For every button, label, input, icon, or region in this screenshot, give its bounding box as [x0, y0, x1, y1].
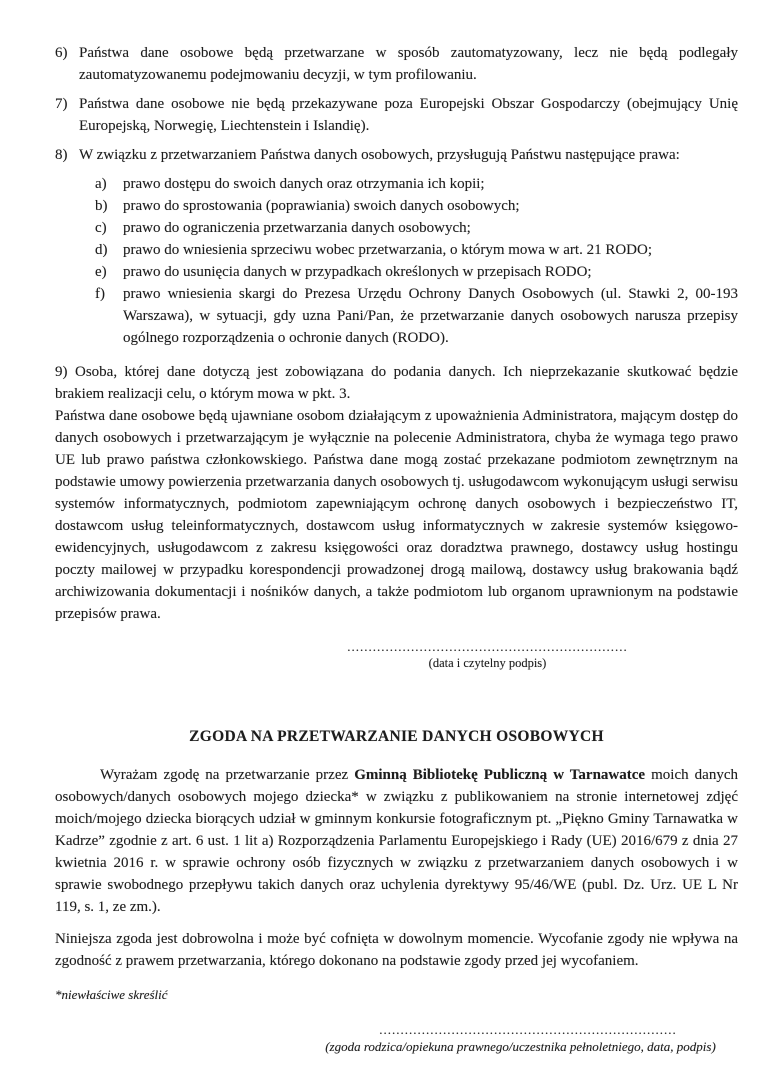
consent-title: ZGODA NA PRZETWARZANIE DANYCH OSOBOWYCH: [189, 728, 604, 745]
signature-block-2: [313, 1022, 743, 1055]
right-item-d: [95, 239, 738, 261]
right-item-text: prawo dostępu do swoich danych oraz otrzymania ich kopii;: [123, 176, 485, 192]
paragraph-9: 9) Osoba, której dane dotyczą jest zobowiązana do podania danych. Ich nieprzekazanie skutkować będzie brakiem realizacji celu, o którym mowa w pkt. 3.: [55, 364, 738, 402]
consent-paragraph-2: Niniejsza zgoda jest dobrowolna i może być cofnięta w dowolnym momencie. Wycofanie zgody nie wpływa na zgodność z prawem przetwarzania, którego dokonano na podstawie zgody przed jej wycofaniem.: [55, 931, 738, 969]
list-item-text: Państwa dane osobowe będą przetwarzane w sposób zautomatyzowany, lecz nie będą podlegały zautomatyzowanemu podejmowaniu decyzji, w tym profilowaniu.: [79, 45, 738, 83]
consent-text-after-bold: moich danych osobowych/danych osobowych mojego dziecka* w związku z publikowaniem na stronie internetowej zdjęć moich/mojego dziecka biorących udział w gminnym konkursie fotograficznym pt. „Piękno Gminy Tarnawatka w Kadrze” zgodnie z art. 6 ust. 1 lit a) Rozporządzenia Parlamentu Europejskiego i Rady (UE) 2016/679 z dnia 27 kwietnia 2016 r. w sprawie ochrony osób fizycznych w związku z przetwarzaniem danych osobowych i w sprawie swobodnego przepływu takich danych oraz uchylenia dyrektywy 95/46/WE (publ. Dz. Urz. UE L Nr 119, s. 1, ze zm.).: [55, 767, 738, 915]
right-item-letter: b): [95, 198, 108, 214]
body-paragraphs: [55, 361, 738, 625]
right-item-a: [95, 173, 738, 195]
right-item-b: [95, 195, 738, 217]
right-item-letter: d): [95, 242, 108, 258]
rights-sublist: [95, 173, 738, 349]
right-item-c: [95, 217, 738, 239]
list-item-text: Państwa dane osobowe nie będą przekazywane poza Europejski Obszar Gospodarczy (obejmujący Unię Europejską, Norwegię, Liechtenstein i Islandię).: [79, 96, 738, 134]
right-item-text: prawo do ograniczenia przetwarzania danych osobowych;: [123, 220, 471, 236]
right-item-f: [95, 283, 738, 349]
list-item-number: 6): [55, 45, 68, 61]
right-item-letter: e): [95, 264, 107, 280]
list-item-6: [55, 42, 738, 86]
right-item-letter: f): [95, 286, 105, 302]
consent-text-before-bold: Wyrażam zgodę na przetwarzanie przez: [100, 767, 355, 783]
list-item-number: 7): [55, 96, 68, 112]
list-item-text: W związku z przetwarzaniem Państwa danych osobowych, przysługują Państwu następujące prawa:: [79, 147, 680, 163]
right-item-text: prawo do sprostowania (poprawiania) swoich danych osobowych;: [123, 198, 520, 214]
right-item-letter: a): [95, 176, 107, 192]
list-item-7: [55, 93, 738, 137]
signature-block-1: [320, 639, 655, 672]
signature-caption: (data i czytelny podpis): [428, 656, 547, 670]
signature-dotted-line: ......................................................................: [379, 1022, 677, 1037]
footnote-strike-note: *niewłaściwe skreślić: [55, 987, 168, 1002]
right-item-text: prawo wniesienia skargi do Prezesa Urzędu Ochrony Danych Osobowych (ul. Stawki 2, 00-193 Warszawa), w sytuacji, gdy uzna Pani/Pan, że przetwarzanie danych osobowych narusza przepisy ogólnego rozporządzenia o ochronie danych (RODO).: [123, 286, 738, 346]
signature-caption: (zgoda rodzica/opiekuna prawnego/uczestnika pełnoletniego, data, podpis): [325, 1039, 716, 1054]
right-item-letter: c): [95, 220, 107, 236]
right-item-text: prawo do wniesienia sprzeciwu wobec przetwarzania, o którym mowa w art. 21 RODO;: [123, 242, 652, 258]
paragraph-administrator: Państwa dane osobowe będą ujawniane osobom działającym z upoważnienia Administratora, mającym dostęp do danych osobowych i przetwarzającym je wyłącznie na polecenie Administratora, chyba że wymaga tego prawo UE lub prawo państwa członkowskiego. Państwa dane mogą zostać przekazane podmiotom zewnętrznym na podstawie umowy powierzenia przetwarzania danych osobowych tj. usługodawcom wykonującym usługi serwisu systemów informatycznych, podmiotom zapewniającym ochronę danych osobowych i bezpieczeństwo IT, dostawcom usług teleinformatycznych, dostawcom usług informatycznych w zakresie systemów księgowo-ewidencyjnych, usługodawcom z zakresu księgowości oraz doradztwa prawnego, dostawcy usług hostingu poczty mailowej w przypadku korespondencji prowadzonej drogą mailową, dostawcy usług brakowania bądź archiwizowania dokumentacji i nośników danych, a także podmiotom lub organom uprawnionym na podstawie przepisów prawa.: [55, 408, 738, 622]
list-item-number: 8): [55, 147, 68, 163]
consent-paragraph-1: [55, 764, 738, 918]
right-item-text: prawo do usunięcia danych w przypadkach określonych w przepisach RODO;: [123, 264, 592, 280]
right-item-e: [95, 261, 738, 283]
consent-institution-name: Gminną Bibliotekę Publiczną w Tarnawatce: [354, 767, 646, 783]
list-item-8: [55, 144, 738, 166]
signature-dotted-line: ..................................................................: [347, 639, 628, 654]
